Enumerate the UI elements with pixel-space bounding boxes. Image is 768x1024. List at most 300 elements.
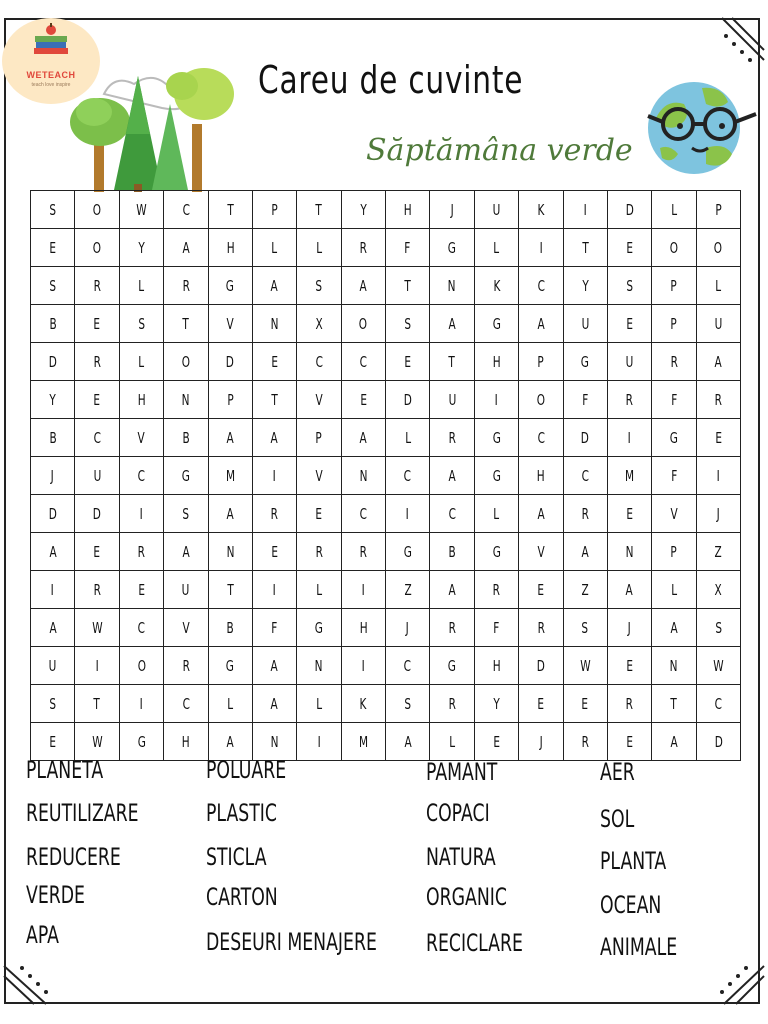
grid-cell[interactable]: [208, 571, 252, 609]
grid-cell[interactable]: [164, 419, 208, 457]
grid-row: [31, 191, 741, 229]
grid-cell[interactable]: [563, 495, 607, 533]
grid-letter: R: [448, 694, 456, 713]
grid-letter: D: [403, 390, 412, 409]
grid-cell[interactable]: [164, 647, 208, 685]
grid-cell[interactable]: [696, 723, 740, 761]
grid-letter: R: [581, 504, 589, 523]
grid-cell[interactable]: [31, 381, 75, 419]
grid-cell[interactable]: [75, 723, 119, 761]
grid-cell[interactable]: [563, 229, 607, 267]
grid-cell[interactable]: [75, 419, 119, 457]
grid-cell[interactable]: [252, 495, 296, 533]
grid-cell[interactable]: [31, 419, 75, 457]
grid-letter: E: [271, 352, 278, 371]
grid-cell[interactable]: [164, 609, 208, 647]
grid-cell[interactable]: [696, 381, 740, 419]
grid-cell[interactable]: [31, 267, 75, 305]
grid-cell[interactable]: [563, 381, 607, 419]
grid-cell[interactable]: [386, 305, 430, 343]
grid-cell[interactable]: [474, 685, 518, 723]
grid-letter: L: [227, 694, 234, 713]
grid-cell[interactable]: [341, 533, 385, 571]
grid-cell[interactable]: [208, 267, 252, 305]
grid-cell[interactable]: [430, 267, 474, 305]
grid-cell[interactable]: [519, 723, 563, 761]
grid-cell[interactable]: [208, 229, 252, 267]
grid-cell[interactable]: [297, 533, 341, 571]
grid-letter: C: [182, 200, 190, 219]
grid-letter: A: [359, 276, 367, 295]
grid-cell[interactable]: [474, 419, 518, 457]
grid-cell[interactable]: [164, 571, 208, 609]
grid-cell[interactable]: [75, 609, 119, 647]
grid-cell[interactable]: [75, 305, 119, 343]
grid-cell[interactable]: [430, 419, 474, 457]
grid-cell[interactable]: [652, 191, 696, 229]
grid-cell[interactable]: [430, 305, 474, 343]
grid-cell[interactable]: [208, 457, 252, 495]
grid-cell[interactable]: [75, 343, 119, 381]
grid-cell[interactable]: [297, 723, 341, 761]
grid-cell[interactable]: [297, 457, 341, 495]
grid-letter: T: [404, 276, 411, 295]
grid-letter: E: [359, 390, 367, 409]
grid-cell[interactable]: [696, 647, 740, 685]
grid-cell[interactable]: [386, 723, 430, 761]
grid-cell[interactable]: [297, 191, 341, 229]
grid-cell[interactable]: [252, 381, 296, 419]
grid-letter: A: [49, 542, 57, 561]
grid-cell[interactable]: [430, 457, 474, 495]
grid-cell[interactable]: [119, 609, 163, 647]
grid-cell[interactable]: [519, 343, 563, 381]
grid-letter: E: [49, 238, 56, 257]
word-to-find: REDUCERE: [26, 843, 121, 871]
grid-cell[interactable]: [607, 609, 651, 647]
grid-cell[interactable]: [696, 229, 740, 267]
grid-cell[interactable]: [607, 267, 651, 305]
grid-letter: U: [625, 352, 634, 371]
grid-cell[interactable]: [297, 685, 341, 723]
grid-cell[interactable]: [297, 495, 341, 533]
grid-cell[interactable]: [297, 229, 341, 267]
grid-cell[interactable]: [164, 305, 208, 343]
grid-cell[interactable]: [119, 229, 163, 267]
grid-cell[interactable]: [430, 495, 474, 533]
grid-cell[interactable]: [252, 647, 296, 685]
grid-cell[interactable]: [696, 343, 740, 381]
grid-cell[interactable]: [252, 571, 296, 609]
grid-cell[interactable]: [474, 381, 518, 419]
grid-cell[interactable]: [652, 381, 696, 419]
grid-cell[interactable]: [696, 305, 740, 343]
grid-letter: C: [137, 466, 146, 485]
grid-cell[interactable]: [607, 647, 651, 685]
grid-cell[interactable]: [563, 419, 607, 457]
grid-cell[interactable]: [607, 305, 651, 343]
grid-cell[interactable]: [252, 343, 296, 381]
grid-cell[interactable]: [208, 647, 252, 685]
grid-cell[interactable]: [31, 647, 75, 685]
grid-cell[interactable]: [341, 191, 385, 229]
grid-letter: H: [492, 352, 501, 371]
grid-cell[interactable]: [519, 229, 563, 267]
grid-cell[interactable]: [519, 419, 563, 457]
grid-letter: V: [315, 466, 323, 485]
grid-cell[interactable]: [474, 609, 518, 647]
grid-cell[interactable]: [563, 305, 607, 343]
grid-letter: H: [226, 238, 235, 257]
grid-letter: L: [715, 276, 722, 295]
grid-cell[interactable]: [386, 685, 430, 723]
grid-cell[interactable]: [519, 191, 563, 229]
grid-cell[interactable]: [607, 723, 651, 761]
grid-cell[interactable]: [652, 267, 696, 305]
grid-cell[interactable]: [119, 647, 163, 685]
grid-letter: R: [359, 238, 367, 257]
grid-cell[interactable]: [607, 419, 651, 457]
grid-cell[interactable]: [474, 457, 518, 495]
grid-letter: L: [671, 580, 677, 599]
grid-cell[interactable]: [652, 343, 696, 381]
grid-cell[interactable]: [474, 647, 518, 685]
grid-cell[interactable]: [386, 609, 430, 647]
grid-cell[interactable]: [652, 305, 696, 343]
grid-cell[interactable]: [119, 571, 163, 609]
grid-cell[interactable]: [119, 267, 163, 305]
grid-cell[interactable]: [252, 533, 296, 571]
grid-letter: F: [404, 238, 411, 257]
grid-cell[interactable]: [607, 533, 651, 571]
grid-cell[interactable]: [208, 191, 252, 229]
grid-letter: K: [537, 200, 545, 219]
grid-cell[interactable]: [164, 381, 208, 419]
grid-letter: I: [361, 580, 365, 599]
word-to-find: DESEURI MENAJERE: [206, 928, 377, 956]
grid-cell[interactable]: [430, 723, 474, 761]
grid-letter: L: [493, 504, 500, 523]
grid-cell[interactable]: [208, 305, 252, 343]
grid-letter: Y: [493, 694, 500, 713]
grid-cell[interactable]: [474, 723, 518, 761]
grid-cell[interactable]: [341, 495, 385, 533]
grid-cell[interactable]: [430, 191, 474, 229]
grid-letter: L: [671, 200, 677, 219]
grid-cell[interactable]: [75, 267, 119, 305]
grid-cell[interactable]: [696, 685, 740, 723]
grid-cell[interactable]: [208, 685, 252, 723]
grid-cell[interactable]: [341, 305, 385, 343]
grid-cell[interactable]: [31, 685, 75, 723]
grid-cell[interactable]: [297, 305, 341, 343]
grid-cell[interactable]: [164, 685, 208, 723]
grid-cell[interactable]: [31, 571, 75, 609]
grid-cell[interactable]: [297, 343, 341, 381]
grid-cell[interactable]: [75, 495, 119, 533]
grid-letter: E: [93, 542, 101, 561]
grid-cell[interactable]: [386, 343, 430, 381]
grid-letter: C: [359, 352, 367, 371]
grid-cell[interactable]: [696, 419, 740, 457]
grid-cell[interactable]: [252, 723, 296, 761]
grid-cell[interactable]: [119, 533, 163, 571]
grid-cell[interactable]: [297, 609, 341, 647]
grid-letter: E: [93, 390, 101, 409]
grid-cell[interactable]: [31, 343, 75, 381]
grid-letter: B: [448, 542, 456, 561]
grid-cell[interactable]: [341, 229, 385, 267]
grid-cell[interactable]: [75, 647, 119, 685]
grid-cell[interactable]: [474, 191, 518, 229]
word-to-find: PAMANT: [426, 758, 498, 786]
grid-cell[interactable]: [341, 343, 385, 381]
grid-cell[interactable]: [519, 685, 563, 723]
grid-cell[interactable]: [652, 457, 696, 495]
grid-letter: I: [95, 656, 99, 675]
grid-cell[interactable]: [252, 609, 296, 647]
grid-letter: O: [92, 200, 102, 219]
grid-cell[interactable]: [386, 191, 430, 229]
grid-cell[interactable]: [519, 381, 563, 419]
grid-cell[interactable]: [31, 533, 75, 571]
grid-cell[interactable]: [607, 229, 651, 267]
grid-cell[interactable]: [696, 457, 740, 495]
grid-letter: V: [137, 428, 146, 447]
grid-cell[interactable]: [474, 305, 518, 343]
grid-cell[interactable]: [607, 457, 651, 495]
grid-cell[interactable]: [31, 495, 75, 533]
grid-cell[interactable]: [563, 609, 607, 647]
grid-cell[interactable]: [341, 647, 385, 685]
grid-cell[interactable]: [252, 305, 296, 343]
grid-cell[interactable]: [563, 647, 607, 685]
grid-cell[interactable]: [119, 685, 163, 723]
grid-cell[interactable]: [297, 647, 341, 685]
grid-letter: L: [316, 580, 322, 599]
grid-cell[interactable]: [563, 343, 607, 381]
grid-letter: S: [404, 694, 412, 713]
grid-cell[interactable]: [563, 571, 607, 609]
grid-cell[interactable]: [474, 267, 518, 305]
grid-cell[interactable]: [31, 305, 75, 343]
grid-cell[interactable]: [164, 457, 208, 495]
grid-cell[interactable]: [386, 267, 430, 305]
grid-cell[interactable]: [652, 685, 696, 723]
grid-letter: V: [315, 390, 323, 409]
grid-cell[interactable]: [652, 723, 696, 761]
grid-cell[interactable]: [208, 343, 252, 381]
grid-cell[interactable]: [519, 647, 563, 685]
grid-cell[interactable]: [563, 267, 607, 305]
grid-letter: S: [714, 618, 722, 637]
grid-cell[interactable]: [696, 495, 740, 533]
grid-cell[interactable]: [297, 419, 341, 457]
grid-cell[interactable]: [519, 533, 563, 571]
grid-cell[interactable]: [75, 571, 119, 609]
grid-cell[interactable]: [341, 267, 385, 305]
grid-cell[interactable]: [119, 419, 163, 457]
grid-cell[interactable]: [164, 229, 208, 267]
grid-cell[interactable]: [208, 533, 252, 571]
grid-cell[interactable]: [341, 571, 385, 609]
grid-letter: C: [137, 618, 146, 637]
grid-cell[interactable]: [696, 533, 740, 571]
grid-cell[interactable]: [607, 685, 651, 723]
grid-cell[interactable]: [297, 571, 341, 609]
grid-cell[interactable]: [519, 457, 563, 495]
grid-cell[interactable]: [75, 457, 119, 495]
grid-cell[interactable]: [386, 533, 430, 571]
grid-cell[interactable]: [386, 495, 430, 533]
grid-cell[interactable]: [474, 229, 518, 267]
grid-cell[interactable]: [164, 267, 208, 305]
grid-cell[interactable]: [252, 685, 296, 723]
grid-cell[interactable]: [164, 533, 208, 571]
grid-cell[interactable]: [652, 609, 696, 647]
grid-cell[interactable]: [208, 609, 252, 647]
grid-cell[interactable]: [164, 723, 208, 761]
grid-cell[interactable]: [119, 343, 163, 381]
grid-cell[interactable]: [563, 191, 607, 229]
grid-cell[interactable]: [341, 419, 385, 457]
grid-cell[interactable]: [341, 381, 385, 419]
grid-letter: P: [227, 390, 234, 409]
grid-cell[interactable]: [31, 229, 75, 267]
grid-cell[interactable]: [519, 495, 563, 533]
grid-letter: R: [182, 276, 190, 295]
grid-cell[interactable]: [252, 457, 296, 495]
grid-cell[interactable]: [252, 419, 296, 457]
grid-letter: F: [271, 618, 278, 637]
grid-letter: E: [626, 238, 633, 257]
grid-cell[interactable]: [652, 533, 696, 571]
grid-cell[interactable]: [297, 381, 341, 419]
grid-cell[interactable]: [519, 305, 563, 343]
grid-cell[interactable]: [208, 723, 252, 761]
grid-cell[interactable]: [652, 571, 696, 609]
grid-cell[interactable]: [696, 267, 740, 305]
grid-cell[interactable]: [75, 191, 119, 229]
grid-cell[interactable]: [252, 191, 296, 229]
grid-cell[interactable]: [31, 457, 75, 495]
word-to-find: AER: [600, 758, 635, 786]
grid-cell[interactable]: [386, 571, 430, 609]
grid-cell[interactable]: [119, 305, 163, 343]
grid-cell[interactable]: [208, 381, 252, 419]
grid-cell[interactable]: [341, 723, 385, 761]
grid-cell[interactable]: [341, 457, 385, 495]
grid-cell[interactable]: [119, 495, 163, 533]
grid-cell[interactable]: [119, 381, 163, 419]
grid-cell[interactable]: [607, 381, 651, 419]
grid-letter: E: [493, 732, 500, 751]
grid-cell[interactable]: [341, 609, 385, 647]
grid-cell[interactable]: [607, 191, 651, 229]
grid-cell[interactable]: [696, 609, 740, 647]
grid-cell[interactable]: [474, 571, 518, 609]
grid-cell[interactable]: [31, 609, 75, 647]
grid-cell[interactable]: [31, 723, 75, 761]
grid-cell[interactable]: [519, 267, 563, 305]
grid-cell[interactable]: [474, 343, 518, 381]
grid-cell[interactable]: [474, 495, 518, 533]
grid-letter: O: [714, 238, 723, 257]
grid-cell[interactable]: [430, 381, 474, 419]
grid-letter: J: [628, 618, 632, 637]
grid-cell[interactable]: [607, 571, 651, 609]
grid-letter: N: [669, 656, 678, 675]
grid-cell[interactable]: [252, 229, 296, 267]
grid-cell[interactable]: [696, 571, 740, 609]
grid-cell[interactable]: [386, 457, 430, 495]
grid-letter: R: [315, 542, 323, 561]
grid-cell[interactable]: [652, 495, 696, 533]
grid-cell[interactable]: [75, 533, 119, 571]
grid-cell[interactable]: [297, 267, 341, 305]
grid-row: [31, 267, 741, 305]
grid-cell[interactable]: [341, 685, 385, 723]
grid-cell[interactable]: [119, 191, 163, 229]
grid-cell[interactable]: [519, 571, 563, 609]
grid-cell[interactable]: [208, 495, 252, 533]
grid-cell[interactable]: [164, 191, 208, 229]
grid-cell[interactable]: [430, 343, 474, 381]
grid-cell[interactable]: [474, 533, 518, 571]
grid-cell[interactable]: [563, 457, 607, 495]
grid-cell[interactable]: [164, 495, 208, 533]
grid-cell[interactable]: [386, 419, 430, 457]
grid-cell[interactable]: [430, 685, 474, 723]
grid-cell[interactable]: [386, 647, 430, 685]
grid-cell[interactable]: [119, 723, 163, 761]
grid-cell[interactable]: [430, 533, 474, 571]
grid-cell[interactable]: [696, 191, 740, 229]
grid-cell[interactable]: [430, 609, 474, 647]
word-to-find: CARTON: [206, 883, 278, 911]
grid-cell[interactable]: [208, 419, 252, 457]
grid-cell[interactable]: [164, 343, 208, 381]
grid-cell[interactable]: [430, 647, 474, 685]
grid-cell[interactable]: [607, 343, 651, 381]
grid-cell[interactable]: [519, 609, 563, 647]
grid-letter: Y: [360, 200, 367, 219]
grid-letter: G: [669, 428, 679, 447]
grid-cell[interactable]: [563, 685, 607, 723]
grid-cell[interactable]: [252, 267, 296, 305]
grid-cell[interactable]: [75, 685, 119, 723]
grid-letter: L: [138, 352, 145, 371]
grid-letter: E: [537, 694, 545, 713]
grid-cell[interactable]: [652, 419, 696, 457]
grid-cell[interactable]: [386, 229, 430, 267]
grid-cell[interactable]: [607, 495, 651, 533]
grid-cell[interactable]: [119, 457, 163, 495]
grid-cell[interactable]: [563, 533, 607, 571]
grid-letter: D: [581, 428, 590, 447]
grid-cell[interactable]: [31, 191, 75, 229]
grid-letter: P: [670, 276, 678, 295]
grid-cell[interactable]: [75, 229, 119, 267]
grid-cell[interactable]: [652, 229, 696, 267]
grid-cell[interactable]: [386, 381, 430, 419]
grid-cell[interactable]: [430, 571, 474, 609]
grid-cell[interactable]: [430, 229, 474, 267]
grid-cell[interactable]: [563, 723, 607, 761]
grid-cell[interactable]: [652, 647, 696, 685]
grid-letter: I: [494, 390, 498, 409]
grid-cell[interactable]: [75, 381, 119, 419]
